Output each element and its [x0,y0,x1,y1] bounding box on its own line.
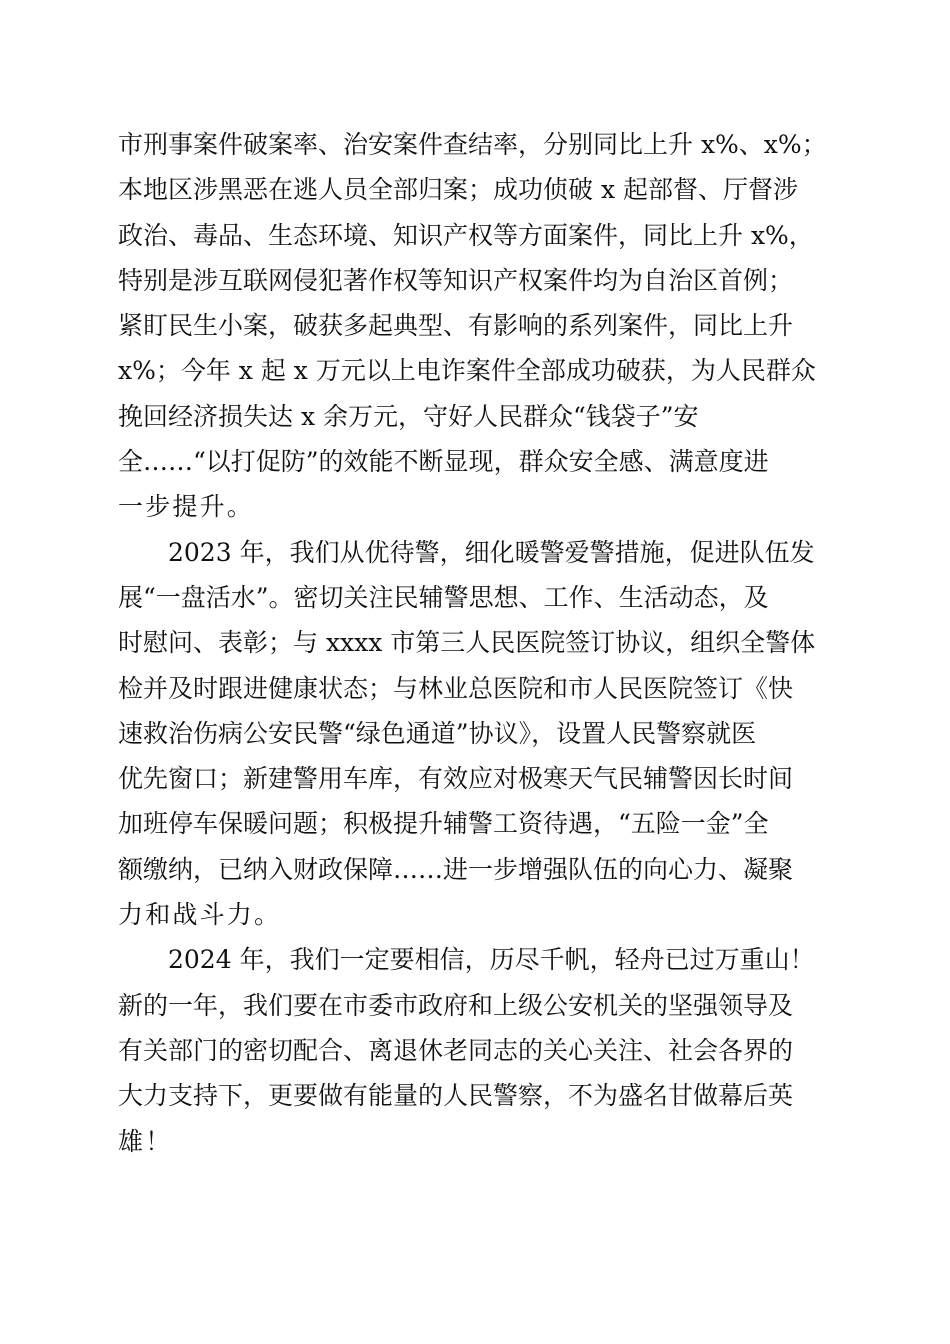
text-line: 展“一盘活水”。密切关注民辅警思想、工作、生活动态，及 [118,582,769,612]
text-line: 挽回经济损失达 x 余万元，守好人民群众“钱袋子”安 [118,401,699,431]
text-line: x%；今年 x 起 x 万元以上电诈案件全部成功破获，为人民群众 [118,356,816,386]
text-line: 力和战斗力。 [118,900,282,930]
text-line: 本地区涉黑恶在逃人员全部归案；成功侦破 x 起部督、厅督涉 [118,175,798,205]
text-line: 时慰问、表彰；与 xxxx 市第三人民医院签订协议，组织全警体 [118,628,816,658]
text-line: 一步提升。 [118,492,255,522]
paragraph-2023-police-care [118,530,828,938]
text-line: 2023 年，我们从优待警，细化暖警爱警措施，促进队伍发 [168,537,815,567]
body-text [118,122,828,1164]
text-line: 新的一年，我们要在市委市政府和上级公安机关的坚强领导及 [118,990,794,1020]
text-line: 特别是涉互联网侵犯著作权等知识产权案件均为自治区首例； [118,265,794,295]
text-line: 加班停车保暖问题；积极提升辅警工资待遇，“五险一金”全 [118,809,769,839]
text-line: 2024 年，我们一定要相信，历尽千帆，轻舟已过万重山！ [168,945,815,975]
text-line: 雄！ [118,1126,173,1156]
text-line: 政治、毒品、生态环境、知识产权等方面案件，同比上升 x%， [118,220,814,250]
text-line: 速救治伤病公安民警“绿色通道”协议》，设置人民警察就医 [118,718,757,748]
paragraph-2024-outlook [118,937,828,1163]
text-line: 有关部门的密切配合、离退休老同志的关心关注、社会各界的 [118,1035,794,1065]
text-line: 紧盯民生小案，破获多起典型、有影响的系列案件，同比上升 [118,311,794,341]
text-line: 检并及时跟进健康状态；与林业总医院和市人民医院签订《快 [118,673,794,703]
text-line: 市刑事案件破案率、治安案件查结率，分别同比上升 x%、x%； [118,130,827,159]
text-line: 全……“以打促防”的效能不断显现，群众安全感、满意度进 [118,447,769,477]
text-line: 额缴纳，已纳入财政保障……进一步增强队伍的向心力、凝聚 [118,854,794,884]
text-line: 大力支持下，更要做有能量的人民警察，不为盛名甘做幕后英 [118,1081,794,1111]
text-line: 优先窗口；新建警用车库，有效应对极寒天气民辅警因长时间 [118,764,794,794]
paragraph-case-results [118,122,828,530]
